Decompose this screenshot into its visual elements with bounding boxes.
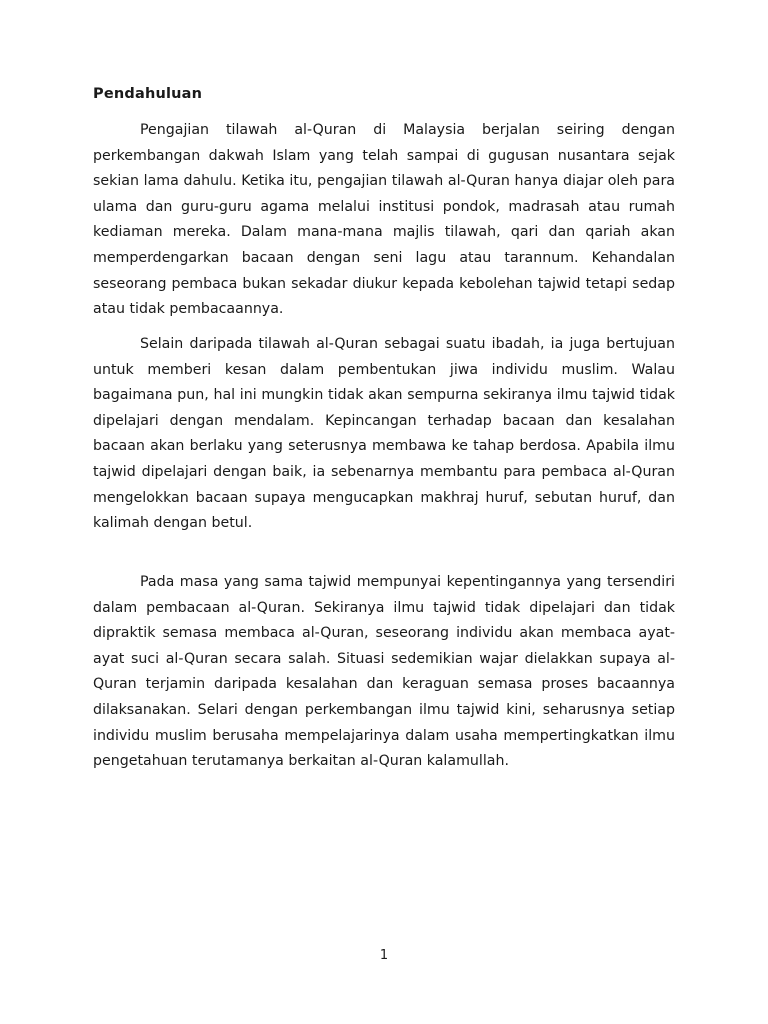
page-number: 1 bbox=[379, 948, 389, 963]
paragraph-2: Selain daripada tilawah al-Quran sebagai suatu ibadah, ia juga bertujuan untuk memberi kesan dalam pembentukan jiwa individu muslim. Walau bagaimana pun, hal ini mungkin tidak akan sempurna sekiranya ilmu tajwid tidak dipelajari dengan mendalam. Kepincangan terhadap bacaan dan kesalahan bacaan akan berlaku yang seterusnya membawa ke tahap berdosa. Apabila ilmu tajwid dipelajari dengan baik, ia sebenarnya membantu para pembaca al-Quran mengelokkan bacaan supaya mengucapkan makhraj huruf, sebutan huruf, dan kalimah dengan betul. bbox=[93, 336, 675, 532]
section-heading: Pendahuluan bbox=[93, 86, 203, 102]
paragraph-3: Pada masa yang sama tajwid mempunyai kepentingannya yang tersendiri dalam pembacaan al-Quran. Sekiranya ilmu tajwid tidak dipelajari dan tidak dipraktik semasa membaca al-Quran, seseorang individu akan membaca ayat-ayat suci al-Quran secara salah. Situasi sedemikian wajar dielakkan supaya al-Quran terjamin daripada kesalahan dan keraguan semasa proses bacaannya dilaksanakan. Selari dengan perkembangan ilmu tajwid kini, seharusnya setiap individu muslim berusaha mempelajarinya dalam usaha mempertingkatkan ilmu pengetahuan terutamanya berkaitan al-Quran kalamullah. bbox=[93, 574, 675, 770]
paragraph-1: Pengajian tilawah al-Quran di Malaysia berjalan seiring dengan perkembangan dakwah Islam yang telah sampai di gugusan nusantara sejak sekian lama dahulu. Ketika itu, pengajian tilawah al-Quran hanya diajar oleh para ulama dan guru-guru agama melalui institusi pondok, madrasah atau rumah kediaman mereka. Dalam mana-mana majlis tilawah, qari dan qariah akan memperdengarkan bacaan dengan seni lagu atau tarannum. Kehandalan seseorang pembaca bukan sekadar diukur kepada kebolehan tajwid tetapi sedap atau tidak pembacaannya. bbox=[93, 122, 675, 318]
